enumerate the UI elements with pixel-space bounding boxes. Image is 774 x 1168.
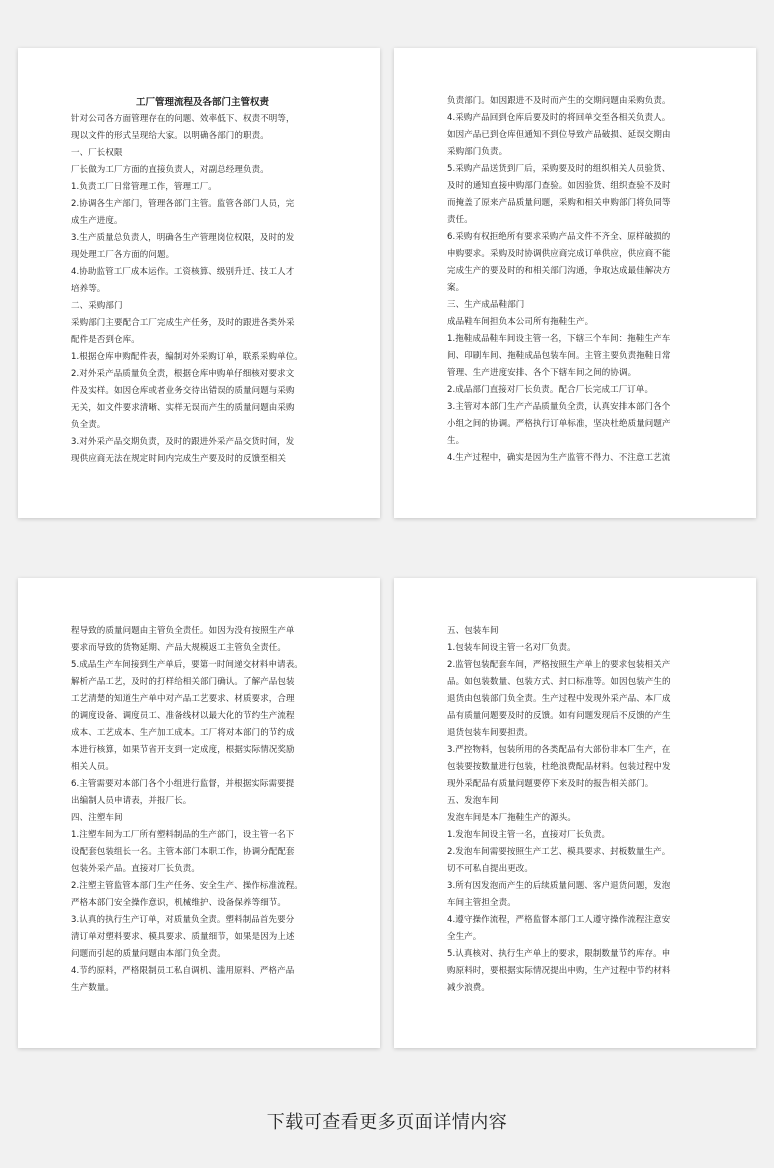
text-line: 成品鞋车间担负本公司所有拖鞋生产。 [447, 317, 594, 327]
text-line: 2.协调各生产部门，管理各部门主管。监管各部门人员，完 [71, 199, 295, 209]
text-line: 1.根据仓库申购配件表，编制对外采购订单，联系采购单位。 [71, 352, 303, 362]
text-line: 二、采购部门 [71, 301, 123, 311]
text-line: 3.严控物料，包装所用的各类配品有大部份非本厂生产，在 [447, 745, 671, 755]
text-line: 五、发泡车间 [447, 796, 499, 806]
text-line: 2.注塑主管监管本部门生产任务、安全生产、操作标准流程。 [71, 881, 303, 891]
text-line: 3.生产质量总负责人，明确各生产管理岗位权限，及时的发 [71, 233, 295, 243]
text-line: 严格本部门安全操作意识，机械维护、设备保养等细节。 [71, 898, 287, 908]
text-line: 3.认真的执行生产订单，对质量负全责。塑料制品首先要分 [71, 915, 295, 925]
text-line: 厂长做为工厂方面的直接负责人，对副总经理负责。 [71, 165, 269, 175]
text-line: 退货包装车间要担责。 [447, 728, 534, 738]
text-line: 案。 [447, 283, 465, 293]
text-line: 出编制人员申请表，并报厂长。 [71, 796, 192, 806]
text-line: 一、厂长权限 [71, 148, 123, 158]
text-line: 三、生产成品鞋部门 [447, 300, 525, 310]
text-line: 完成生产的要及时的和相关部门沟通，争取达成最佳解决方 [447, 266, 671, 276]
text-line: 无关，如文件要求清晰、实样无误而产生的质量问题由采购 [71, 403, 295, 413]
text-line: 的调度设备、调度员工、准备线材以最大化的节约生产流程 [71, 711, 295, 721]
page-text [447, 93, 704, 467]
text-line: 负全责。 [71, 420, 106, 430]
text-line: 5.成品生产车间接到生产单后，要第一时间递交材料申请表。 [71, 660, 303, 670]
text-line: 2.成品部门直接对厂长负责。配合厂长完成工厂订单。 [447, 385, 654, 395]
text-line: 责任。 [447, 215, 473, 225]
page-text [71, 111, 328, 468]
text-line: 小组之间的协调。严格执行订单标准，坚决杜绝质量问题产 [447, 419, 671, 429]
text-line: 4.节约原料，严格限制员工私自调机、滥用原料、严格产品 [71, 966, 295, 976]
text-line: 清订单对塑料要求、模具要求、质量细节，如果是因为上述 [71, 932, 295, 942]
text-line: 程导致的质量问题由主管负全责任。如因为没有按照生产单 [71, 626, 295, 636]
text-line: 切不可私自提出更改。 [447, 864, 534, 874]
text-line: 退货由包装部门负全责。生产过程中发现外采产品、本厂成 [447, 694, 671, 704]
text-line: 五、包装车间 [447, 626, 499, 636]
text-line: 现处理工厂各方面的问题。 [71, 250, 175, 260]
text-line: 采购部门负责。 [447, 147, 508, 157]
text-line: 品有质量问题要及时的反馈。如有问题发现后不反馈的产生 [447, 711, 671, 721]
text-line: 及时的通知直接申购部门查验。如因验货、组织查验不及时 [447, 181, 671, 191]
text-line: 4.协助监管工厂成本运作。工资核算、级别升迁、技工人才 [71, 267, 295, 277]
text-line: 问题而引起的质量问题由本部门负全责。 [71, 949, 226, 959]
text-line: 如因产品已到仓库但通知不到位导致产品破损、延误交期由 [447, 130, 671, 140]
text-line: 包装外采产品。直接对厂长负责。 [71, 864, 201, 874]
document-page-3 [18, 578, 380, 1048]
text-line: 品。如包装数量、包装方式、封口标准等。如因包装产生的 [447, 677, 671, 687]
document-title: 工厂管理流程及各部门主管权责 [135, 97, 269, 108]
text-line: 要求而导致的货物延期、产品大规模返工主管负全责任。 [71, 643, 287, 653]
text-line: 全生产。 [447, 932, 482, 942]
text-line: 工艺清楚的知道生产单中对产品工艺要求、材质要求，合理 [71, 694, 295, 704]
text-line: 1.注塑车间为工厂所有塑料制品的生产部门，设主管一名下 [71, 830, 295, 840]
text-line: 3.主管对本部门生产产品质量负全责，认真安排本部门各个 [447, 402, 671, 412]
text-line: 3.所有因发泡而产生的后续质量问题、客户退货问题，发泡 [447, 881, 671, 891]
text-line: 生产数量。 [71, 983, 115, 993]
text-line: 减少浪费。 [447, 983, 491, 993]
text-line: 1.包装车间设主管一名对厂负责。 [447, 643, 576, 653]
text-line: 4.遵守操作流程，严格监督本部门工人遵守操作流程注意安 [447, 915, 671, 925]
text-line: 发泡车间是本厂拖鞋生产的源头。 [447, 813, 577, 823]
text-line: 成生产进度。 [71, 216, 123, 226]
text-line: 4.采购产品回到仓库后要及时的将回单交至各相关负责人。 [447, 113, 671, 123]
text-line: 6.采购有权拒绝所有要求采购产品文件不齐全、原样破损的 [447, 232, 671, 242]
text-line: 1.负责工厂日常管理工作，管理工厂。 [71, 182, 217, 192]
text-line: 现外采配品有质量问题要停下来及时的报告相关部门。 [447, 779, 654, 789]
text-line: 1.发泡车间设主管一名，直接对厂长负责。 [447, 830, 611, 840]
text-line: 1.拖鞋成品鞋车间设主管一名，下辖三个车间：拖鞋生产车 [447, 334, 671, 344]
page-text [447, 623, 704, 997]
document-page-2 [394, 48, 756, 518]
text-line: 包装要按数量进行包装，杜绝浪费配品材料。包装过程中发 [447, 762, 671, 772]
download-more-link[interactable]: 下载可查看更多页面详情内容 [266, 1112, 508, 1133]
text-line: 4.生产过程中，确实是因为生产监管不得力、不注意工艺流 [447, 453, 671, 463]
text-line: 培养等。 [71, 284, 106, 294]
text-line: 相关人员。 [71, 762, 115, 772]
text-line: 本进行核算，如果节省开支到一定成度，根据实际情况奖励 [71, 745, 295, 755]
text-line: 现以文件的形式呈现给大家。以明确各部门的职责。 [71, 131, 269, 141]
text-line: 管理、生产进度安排、各个下辖车间之间的协调。 [447, 368, 637, 378]
text-line: 生。 [447, 436, 465, 446]
text-line: 5.认真核对、执行生产单上的要求，限制数量节约库存。申 [447, 949, 671, 959]
text-line: 2.监管包装配套车间，严格按照生产单上的要求包装相关产 [447, 660, 671, 670]
text-line: 5.采购产品送货到厂后，采购要及时的组织相关人员验货、 [447, 164, 671, 174]
document-page-1 [18, 48, 380, 518]
text-line: 间、印刷车间、拖鞋成品包装车间。主管主要负责拖鞋日常 [447, 351, 671, 361]
text-line: 2.发泡车间需要按照生产工艺、模具要求、封板数量生产。 [447, 847, 671, 857]
text-line: 设配套包装组长一名。主管本部门本职工作，协调分配配套 [71, 847, 295, 857]
text-line: 3.对外采产品交期负责，及时的跟进外采产品交货时间，发 [71, 437, 295, 447]
text-line: 现供应商无法在规定时间内完成生产要及时的反馈至相关 [71, 454, 287, 464]
text-line: 四、注塑车间 [71, 813, 123, 823]
text-line: 而掩盖了原来产品质量问题，采购和相关申购部门将负同等 [447, 198, 671, 208]
text-line: 负责部门。如因跟进不及时而产生的交期问题由采购负责。 [447, 96, 671, 106]
text-line: 解析产品工艺，及时的打样给相关部门确认。了解产品包装 [71, 677, 295, 687]
page-text [71, 623, 328, 997]
text-line: 配件是否到仓库。 [71, 335, 140, 345]
text-line: 车间主管担全责。 [447, 898, 516, 908]
text-line: 采购部门主要配合工厂完成生产任务，及时的跟进各类外采 [71, 318, 295, 328]
text-line: 件及实样。如因仓库或者业务交待出错误的质量问题与采购 [71, 386, 295, 396]
text-line: 针对公司各方面管理存在的问题、效率低下、权责不明等， [71, 114, 295, 124]
text-line: 成本、工艺成本、生产加工成本。工厂将对本部门的节约成 [71, 728, 295, 738]
text-line: 6.主管需要对本部门各个小组进行监督，并根据实际需要提 [71, 779, 295, 789]
text-line: 申购要求。采购及时协调供应商完成订单供应，供应商不能 [447, 249, 671, 259]
text-line: 2.对外采产品质量负全责，根据仓库申购单仔细核对要求文 [71, 369, 295, 379]
document-page-4 [394, 578, 756, 1048]
text-line: 购原料时，要根据实际情况提出申购，生产过程中节约材料 [447, 966, 671, 976]
